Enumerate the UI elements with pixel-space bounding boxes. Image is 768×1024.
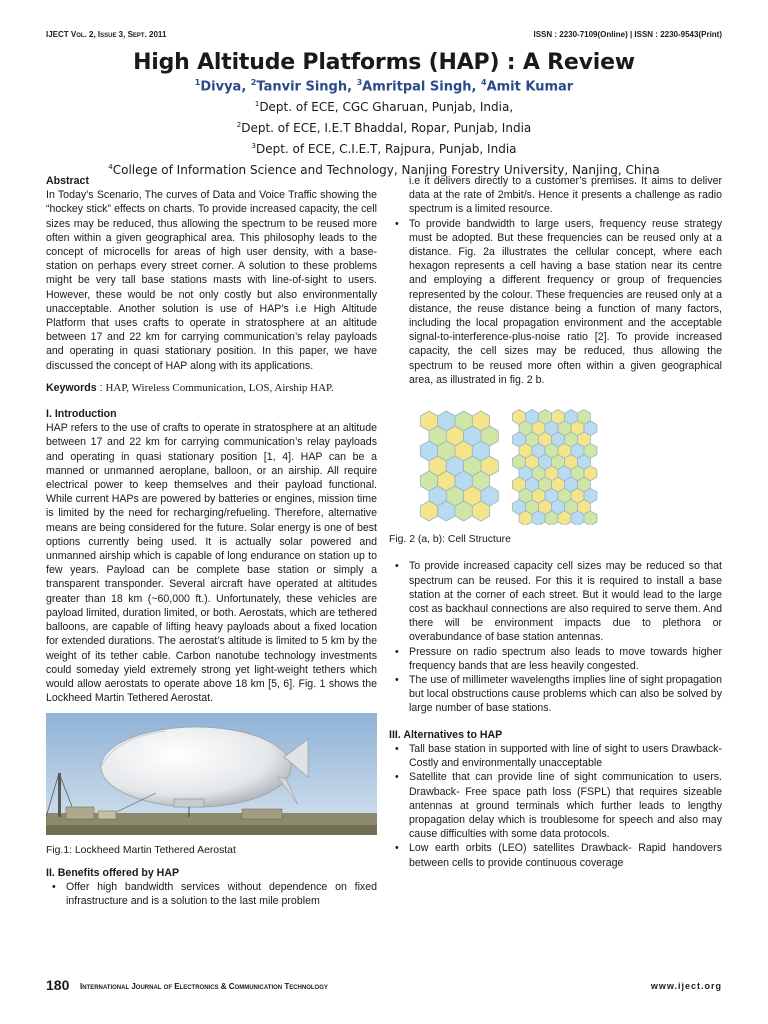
running-header-right: ISSN : 2230-7109(Online) | ISSN : 2230-9543(Print): [533, 30, 722, 39]
author-name: Tanvir Singh,: [256, 79, 357, 95]
keywords-label: Keywords: [46, 381, 97, 394]
intro-heading: I. Introduction: [46, 408, 117, 421]
affiliation: [0, 137, 768, 158]
journal-url: www.iject.org: [650, 981, 722, 991]
figure-1-caption: Fig.1: Lockheed Martin Tethered Aerostat: [46, 844, 236, 856]
affiliation: [0, 95, 768, 116]
paper-title: High Altitude Platforms (HAP) : A Review: [133, 50, 635, 75]
figure-2-caption: Fig. 2 (a, b): Cell Structure: [389, 534, 511, 546]
cell-structure-diagram: [389, 405, 722, 525]
list-item: • To provide bandwidth to large users, frequency reuse strategy must be adopted. But these frequencies can be reused only at a distance. Fig. 2a illustrates the cellular concept, where each hexagon represents a cell having a base station near its centre and employing a different frequency or group of frequencies represented by the colour. These frequencies are reused only at a distance, the reuse distance being a function of many factors, including the local propagation environment and the acceptable signal-to-interference-plus-noise ratio [2]. To provide increased capacity, the cell sizes may be reduced, thus allowing the spectrum to be reused more often within a given geographical area, as illustrated in fig. 2 b.: [389, 217, 722, 387]
author-index: 3: [356, 78, 363, 87]
list-item: • To provide increased capacity cell sizes may be reduced so that spectrum can be reused. For this it is required to install a base station at the corner of each street. But it would lead to the large cost as backhaul connections are also required to serve them. And there will be environment impacts due to plethora or overabundance of base station antennas.: [389, 559, 722, 644]
left-column: [46, 174, 377, 908]
affiliation-index: 4: [108, 163, 113, 171]
author-index: 2: [250, 78, 257, 87]
affiliation-text: College of Information Science and Technology, Nanjing Forestry University, Nanjing, China: [112, 163, 660, 177]
benefits-list: [46, 880, 377, 908]
author-index: 1: [194, 78, 201, 87]
affiliation-index: 3: [251, 142, 256, 150]
affiliation-text: Dept. of ECE, I.E.T Bhaddal, Ropar, Punjab, India: [241, 121, 532, 135]
affiliation-index: 1: [254, 100, 260, 108]
list-item: • Tall base station in supported with line of sight to users Drawback- Costly and environmentally unacceptable: [389, 742, 722, 770]
running-header-left: IJECT Vol. 2, Issue 3, Sept. 2011: [46, 30, 167, 39]
cell-hexagon-b: [558, 511, 571, 525]
list-item: • Pressure on radio spectrum also leads to move towards higher frequency bands that are less heavily congested.: [389, 645, 722, 673]
list-item: • Low earth orbits (LEO) satellites Drawback- Rapid handovers between cells to provide continuous coverage: [389, 841, 722, 869]
keywords-text: HAP, Wireless Communication, LOS, Airship HAP.: [105, 381, 334, 394]
aerostat-photo: [46, 713, 377, 835]
affiliation-index: 2: [236, 121, 242, 129]
benefits-heading: II. Benefits offered by HAP: [46, 866, 180, 879]
cell-hexagon-b: [532, 511, 545, 525]
author-index: 4: [481, 78, 487, 87]
bandwidth-list: [389, 217, 722, 387]
abstract-heading: Abstract: [46, 175, 89, 187]
affiliation-text: Dept. of ECE, CGC Gharuan, Punjab, India,: [259, 100, 514, 114]
alternatives-heading: III. Alternatives to HAP: [389, 728, 503, 741]
list-item: • Offer high bandwidth services without dependence on fixed infrastructure and is a solution to the last mile problem: [46, 880, 377, 908]
cell-hexagon-b: [545, 511, 558, 525]
figure-1: [46, 713, 377, 857]
author-name: Amritpal Singh,: [362, 79, 481, 95]
author-line: [0, 78, 768, 94]
cell-hexagon-b: [571, 511, 584, 525]
capacity-list: [389, 559, 722, 715]
right-column: [389, 174, 722, 870]
keywords: [46, 381, 377, 395]
affiliation-text: Dept. of ECE, C.I.E.T, Rajpura, Punjab, India: [255, 142, 517, 156]
author-name: Divya,: [200, 79, 251, 95]
continued-text: i.e it delivers directly to a customer’s premises. It aims to deliver data at the rate of 2mbit/s. Hence it presents a challenge as radio spectrum is a limited resource.: [409, 175, 722, 216]
figure-2: [389, 405, 722, 547]
affiliation: [0, 116, 768, 137]
abstract-text: In Today’s Scenario, The curves of Data and Voice Traffic showing the “hockey stick” effects on charts. To provide increased capacity, the cell sizes may be reduced, thus allowing the spectrum to be reused more often within a given geographical area. This philosophy leads to the concept of microcells for areas of high user density, with a base-station on perhaps every street corner. A solution to these problems might be very tall base stations masts with line-of-sight to users. However, these would be not only costly but also environmentally unacceptable. Another solution is use of HAP’s i.e High Altitude Platform that uses crafts to operate in stratosphere at an altitude between 17 and 22 km for carrying communication’s relay payloads and operating in quasi stationary position. In this paper, we have discussed the concept of HAP along with its applications.: [46, 189, 377, 372]
page-number: 180: [46, 977, 70, 993]
cell-hexagon-b: [519, 511, 532, 525]
list-item: • The use of millimeter wavelengths implies line of sight propagation but local obstructions cause problems which can also be solved by large number of base stations.: [389, 673, 722, 716]
author-name: Amit Kumar: [486, 79, 574, 95]
alternatives-list: [389, 742, 722, 870]
journal-name: International Journal of Electronics & Communication Technology: [80, 982, 328, 991]
keywords-separator: :: [96, 381, 106, 394]
affiliations: [0, 95, 768, 179]
intro-text: HAP refers to the use of crafts to operate in stratosphere at an altitude between 17 and 22 km for carrying communication’s relay payloads and operating in quasi stationary position [1, 4]. HAP can be a manned or unmanned aeroplane, balloon, or an airship. All require electrical power to keep themselves and their payload functional. While current HAPs are powered by batteries or engines, mission time is limited by the need for recharging/refueling. Therefore, alternative means are being considered for the future. Solar energy is one of best options currently being used. It is actually solar powered and unmanned airship which is capable of long endurance on station up to few years. Payload can be complete base station or simply a transparent transponder. Several aircraft have operated at altitudes greater than 18 km (~60,000 ft.). Unfortunately, these vehicles are payload limited, duration limited, or both. Aerostats, which are tethered balloons, are capable of lifting heavy payloads about a fixed location for extended durations. The aerostat’s altitude is limited to 5 km by the weight of its tether cable. Carbon nanotube technology investments could someday yield extremely strong yet light-weight tethers which would allow aerostats to operate above 18 km [5, 6]. Fig. 1 shows the Lockheed Martin Tethered Aerostat.: [46, 422, 377, 705]
list-item: • Satellite that can provide line of sight communication to users. Drawback- Free space path loss (FSPL) that requires sizeable antennas at ground terminals which further leads to lengthy propagation delay which is troublesome for speech and also may cause difficulties with some data protocols.: [389, 770, 722, 841]
